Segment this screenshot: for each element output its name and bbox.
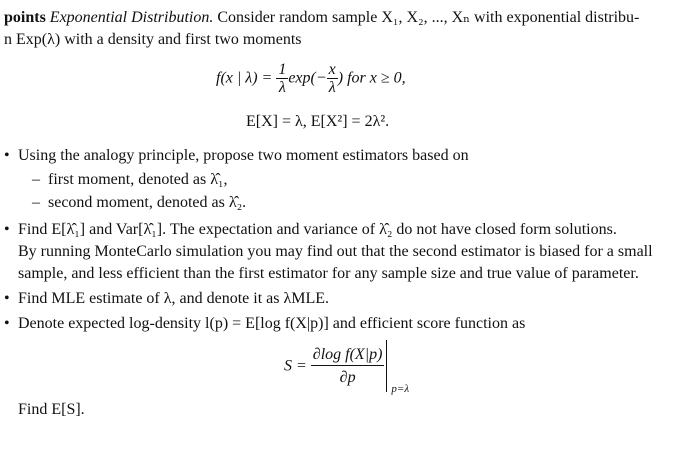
intro-text-1: Consider random sample X₁, X₂, ..., Xₙ with exponential distribu- bbox=[217, 9, 640, 26]
bullet-2-text-1: Find E[λ̂₁] and Var[λ̂₁]. The expectation and variance of λ̂₂ do not have closed form solutions. bbox=[18, 221, 617, 238]
score-den: ∂p bbox=[311, 365, 385, 386]
bullet-4 bbox=[18, 314, 525, 333]
dash-1: – bbox=[32, 171, 40, 188]
score-lhs: S = bbox=[284, 357, 307, 375]
fraction-one-over-lambda bbox=[276, 62, 288, 96]
sub-bullet-1 bbox=[48, 170, 228, 189]
score-equation bbox=[284, 340, 410, 395]
frac2-den: λ bbox=[327, 78, 338, 96]
bullet-2-text-2: By running MonteCarlo simulation you may find out that the second estimator is biased for a small bbox=[18, 243, 653, 260]
final-question bbox=[18, 400, 85, 419]
evaluation-bar bbox=[386, 340, 410, 395]
intro-line-1 bbox=[4, 8, 639, 27]
sub-bullet-2-text: second moment, denoted as λ̂₂. bbox=[48, 194, 247, 211]
bullet-3 bbox=[18, 289, 329, 308]
evaluation-subscript: p=λ bbox=[391, 382, 410, 395]
points-label: points bbox=[4, 9, 46, 26]
density-lhs: f(x | λ) = bbox=[216, 69, 273, 87]
bullet-2-line-1 bbox=[18, 220, 617, 239]
bullet-dot-1: • bbox=[4, 147, 10, 164]
bullet-dot-3: • bbox=[4, 290, 10, 307]
score-fraction bbox=[311, 347, 385, 386]
sub-bullet-2 bbox=[48, 193, 246, 212]
problem-title: Exponential Distribution. bbox=[49, 9, 214, 26]
fraction-x-over-lambda bbox=[327, 62, 338, 96]
bullet-1 bbox=[18, 146, 469, 165]
bullet-2-text-3: sample, and less efficient than the first estimator for any sample size and true value of parameter. bbox=[18, 265, 639, 282]
density-exp: exp(− bbox=[288, 69, 327, 87]
moments-text: E[X] = λ, E[X²] = 2λ². bbox=[246, 113, 390, 130]
bullet-dot-4: • bbox=[4, 315, 10, 332]
intro-line-2 bbox=[4, 30, 302, 49]
intro-text-2: n Exp(λ) with a density and first two moments bbox=[4, 31, 302, 48]
frac-den: λ bbox=[276, 78, 288, 96]
frac2-num: x bbox=[328, 61, 336, 78]
moments-equation bbox=[246, 112, 389, 131]
density-equation bbox=[216, 62, 406, 96]
bullet-1-text: Using the analogy principle, propose two moment estimators based on bbox=[18, 147, 469, 164]
dash-2: – bbox=[32, 194, 40, 211]
bullet-3-text: Find MLE estimate of λ, and denote it as λMLE. bbox=[18, 290, 330, 307]
density-rhs: ) for x ≥ 0, bbox=[337, 69, 406, 87]
bullet-4-text: Denote expected log-density l(p) = E[log f(X|p)] and efficient score function as bbox=[18, 315, 526, 332]
bullet-2-line-2 bbox=[18, 242, 653, 261]
final-text: Find E[S]. bbox=[18, 401, 85, 418]
bullet-2-line-3 bbox=[18, 264, 639, 283]
score-num: ∂log f(X|p) bbox=[312, 345, 383, 363]
frac-num: 1 bbox=[278, 61, 287, 78]
sub-bullet-1-text: first moment, denoted as λ̂₁, bbox=[48, 171, 228, 188]
bullet-dot-2: • bbox=[4, 221, 10, 238]
